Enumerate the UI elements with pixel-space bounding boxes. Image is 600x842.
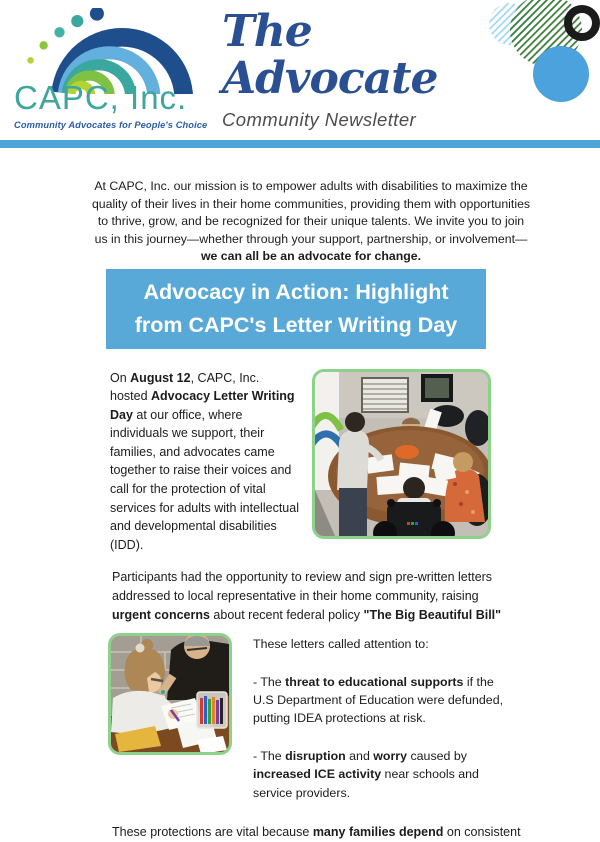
- letters-intro-line: These letters called attention to:: [253, 637, 429, 652]
- banner-line1: Advocacy in Action: Highlight: [143, 279, 449, 304]
- newsletter-header: [0, 0, 600, 140]
- protections-paragraph: These protections are vital because many families depend on consistent: [112, 825, 521, 840]
- org-tagline: Community Advocates for People's Choice: [14, 120, 208, 130]
- banner-line2: from CAPC's Letter Writing Day: [134, 312, 458, 337]
- capc-logo: [14, 8, 226, 130]
- decorative-circles-icon: [482, 0, 600, 108]
- header-divider: [0, 140, 600, 148]
- event-paragraph: On August 12, CAPC, Inc. hosted Advocacy Letter Writing Day at our office, where individuals we support, their families, and advocates came together to raise their voices and call for the protection of vital services for adults with intellectual and developmental disabilities (IDD).: [110, 370, 299, 552]
- newsletter-subtitle: Community Newsletter: [222, 109, 417, 130]
- event-section: [110, 369, 600, 555]
- closeup-photo-illustration: [111, 636, 229, 752]
- letter-writing-group-photo: [312, 369, 491, 539]
- masthead: [222, 8, 437, 131]
- letter-writing-closeup-photo: [108, 633, 232, 755]
- newsletter-title-line1: The: [222, 6, 312, 57]
- participants-paragraph: Participants had the opportunity to review and sign pre-written letters addressed to local representative in their home community, raising urgent concerns about recent federal policy "The Big Beautiful Bill": [112, 570, 502, 622]
- letters-section: [108, 633, 600, 821]
- solid-blue-circle: [533, 46, 589, 102]
- letters-attention-column: [253, 633, 505, 821]
- section-banner: [106, 269, 486, 349]
- mission-statement: At CAPC, Inc. our mission is to empower adults with disabilities to maximize the quality of their lives in their home communities, providing them with opportunities to thrive, grow, and be recognized for their unique talents. We invite you to join us in this journey—whether through your support, partnership, or involvement—we can all be an advocate for change.: [91, 179, 531, 263]
- newsletter-title-line2: Advocate: [222, 53, 438, 104]
- org-name: CAPC, Inc.: [14, 79, 188, 116]
- letters-bullet-education: - The threat to educational supports if the U.S Department of Education were defunded, putting IDEA protections at risk.: [253, 674, 504, 726]
- letters-bullet-ice: - The disruption and worry caused by increased ICE activity near schools and service providers.: [253, 748, 479, 800]
- group-photo-illustration: [315, 372, 488, 536]
